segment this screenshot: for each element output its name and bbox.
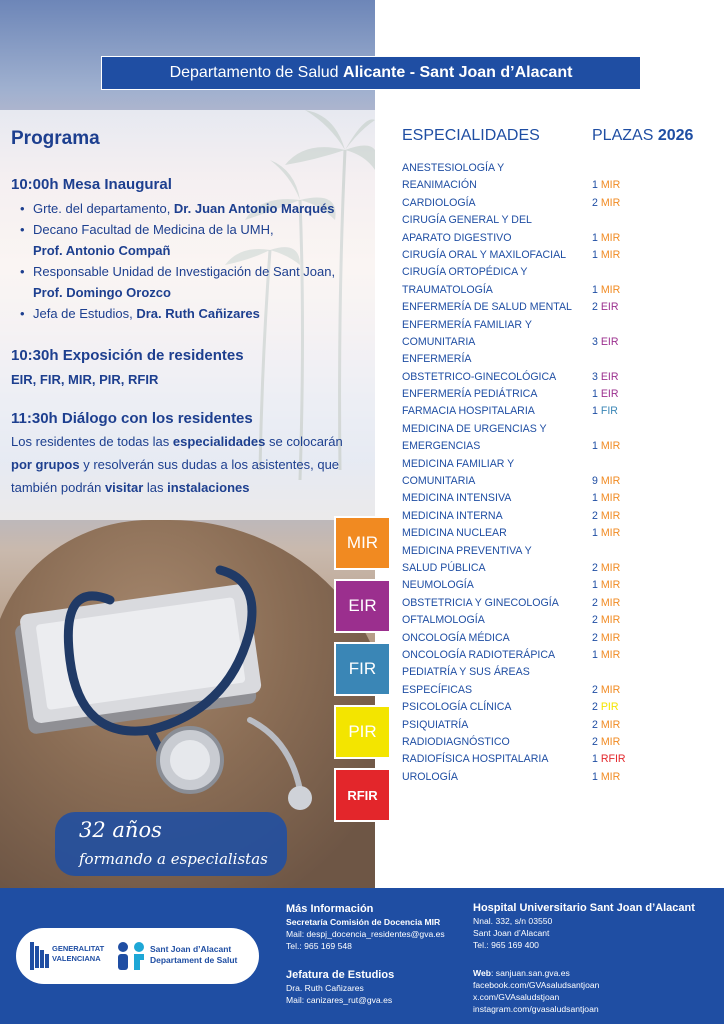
places-type: EIR [600,370,619,383]
table-row [402,403,722,420]
desc-text: también podrán [11,480,105,495]
specialty-places [592,230,620,247]
desc-text: y resolverán sus dudas a los asistentes, que [79,457,340,472]
specialty-name: UROLOGÍA [402,770,458,783]
specialty-places [592,525,620,542]
places-count: 9 [592,475,598,488]
table-row [402,508,722,525]
places-type: MIR [600,527,621,540]
x-link[interactable]: x.com/GVAsaludstjoan [473,992,560,1002]
places-count: 1 [592,440,598,453]
places-count: 2 [592,301,598,314]
table-row [402,699,722,716]
places-count: 2 [592,509,598,522]
list-item [11,303,335,324]
sj-line1: Sant Joan d’Alacant [150,944,232,954]
specialty-name: OFTALMOLOGÍA [402,614,485,627]
list-item [11,261,335,303]
hospital-city: Sant Joan d’Alacant [473,928,550,938]
specialty-name: MEDICINA INTERNA [402,509,503,522]
places-type: MIR [600,475,621,488]
places-type: MIR [600,440,621,453]
places-count: 1 [592,231,598,244]
specialty-name: ENFERMERÍA DE SALUD MENTAL [402,301,572,314]
places-count: 2 [592,718,598,731]
specialties-table [402,160,722,786]
places-count: 2 [592,701,598,714]
hospital-block [473,901,695,951]
bullet-text: Jefa de Estudios, [33,306,137,321]
desc-bold: por grupos [11,457,80,472]
specialty-places [592,490,620,507]
table-row [402,299,722,316]
table-row [402,369,722,386]
anniversary-banner [55,812,287,876]
session1-title: 10:00h Mesa Inaugural [11,176,172,193]
table-row [402,595,722,612]
specialty-name: ENFERMERÍA [402,353,472,366]
table-row [402,543,722,560]
specialty-places [592,299,619,316]
places-type: MIR [600,770,621,783]
specialty-places [592,717,620,734]
session2-title: 10:30h Exposición de residentes [11,347,244,364]
table-row [402,195,722,212]
specialty-name: RADIOFÍSICA HOSPITALARIA [402,753,549,766]
hospital-address: Nnal. 332, s/n 03550 [473,916,553,926]
specialty-name: FARMACIA HOSPITALARIA [402,405,535,418]
session2-subtitle: EIR, FIR, MIR, PIR, RFIR [11,372,159,387]
places-count: 1 [592,753,598,766]
more-info-block [286,902,445,952]
places-type: RFIR [600,753,626,766]
specialty-places [592,177,620,194]
specialty-places [592,769,620,786]
facebook-link[interactable]: facebook.com/GVAsaludsantjoan [473,980,600,990]
list-item [11,198,335,219]
places-type: MIR [600,231,621,244]
desc-text: Los residentes de todas las [11,434,173,449]
places-count: 1 [592,770,598,783]
places-count: 1 [592,492,598,505]
places-type: MIR [600,579,621,592]
studies-head-block [286,968,394,1006]
more-info-office: Secretaría Comisión de Docencia MIR [286,917,441,927]
table-row [402,577,722,594]
generalitat-wordmark [52,944,104,964]
bullet-name: Prof. Domingo Orozco [33,285,171,300]
specialty-places [592,195,620,212]
specialties-header: ESPECIALIDADES [402,127,540,144]
bullet-name: Prof. Antonio Compañ [33,243,171,258]
bullet-name: Dr. Juan Antonio Marqués [173,201,335,216]
places-count: 1 [592,579,598,592]
sant-joan-logo-icon [116,940,146,972]
specialty-places [592,595,620,612]
specialty-name: ENFERMERÍA FAMILIAR Y [402,318,532,331]
specialty-name: MEDICINA INTENSIVA [402,492,512,505]
footer [0,888,724,1024]
table-row [402,769,722,786]
specialty-name: OBSTETRICO-GINECOLÓGICA [402,370,557,383]
specialty-places [592,577,620,594]
instagram-link[interactable]: instagram.com/gvasaludsantjoan [473,1004,599,1014]
places-type: MIR [600,631,621,644]
places-count: 1 [592,405,598,418]
places-count: 2 [592,561,598,574]
places-type: MIR [600,735,621,748]
places-count: 3 [592,370,598,383]
places-count: 1 [592,648,598,661]
header-department: Alicante - Sant Joan d’Alacant [343,64,573,81]
table-row [402,386,722,403]
table-row [402,264,722,281]
places-type: MIR [600,509,621,522]
specialty-name: CIRUGÍA GENERAL Y DEL [402,214,532,227]
stethoscope-image [0,540,375,840]
table-row [402,456,722,473]
session3-title: 11:30h Diálogo con los residentes [11,410,253,427]
desc-bold: especialidades [172,434,266,449]
places-type: MIR [600,196,621,209]
places-count: 2 [592,614,598,627]
table-row [402,230,722,247]
studies-head-name: Dra. Ruth Cañizares [286,983,364,993]
specialty-places [592,386,619,403]
table-row [402,682,722,699]
specialty-places [592,560,620,577]
table-row [402,212,722,229]
anniversary-years: 32 años [79,818,162,842]
table-row [402,421,722,438]
specialty-places [592,751,626,768]
specialty-name: COMUNITARIA [402,475,476,488]
table-row [402,247,722,264]
specialty-name: ESPECÍFICAS [402,683,473,696]
places-type: EIR [600,335,619,348]
plazas-year: 2026 [657,127,694,144]
specialty-places [592,734,620,751]
places-type: EIR [600,388,619,401]
bullet-text: Responsable Unidad de Investigación de Sant Joan, [33,264,336,279]
places-type: MIR [600,648,621,661]
table-row [402,160,722,177]
places-type: EIR [600,301,619,314]
plazas-label: PLAZAS [592,127,658,144]
bullet-name: Dra. Ruth Cañizares [136,306,260,321]
specialty-name: MEDICINA DE URGENCIAS Y [402,422,547,435]
specialty-name: MEDICINA NUCLEAR [402,527,507,540]
places-count: 2 [592,683,598,696]
places-type: FIR [600,405,618,418]
specialty-name: ENFERMERÍA PEDIÁTRICA [402,388,538,401]
table-row [402,612,722,629]
specialty-name: REANIMACIÓN [402,179,477,192]
specialty-name: OBSTETRICIA Y GINECOLOGÍA [402,596,559,609]
specialty-places [592,699,619,716]
places-type: PIR [600,701,619,714]
more-info-phone: Tel.: 965 169 548 [286,941,352,951]
table-row [402,717,722,734]
badge-mir: MIR [334,516,391,570]
specialty-name: ONCOLOGÍA MÉDICA [402,631,510,644]
studies-head-title: Jefatura de Estudios [286,969,395,981]
desc-bold: visitar [104,480,144,495]
specialty-name: PSICOLOGÍA CLÍNICA [402,701,512,714]
specialty-name: COMUNITARIA [402,335,476,348]
places-type: MIR [600,283,621,296]
list-item [11,219,335,261]
specialty-name: PEDIATRÍA Y SUS ÁREAS [402,666,530,679]
table-row [402,334,722,351]
table-row [402,560,722,577]
badge-fir: FIR [334,642,391,696]
web-link[interactable]: : sanjuan.san.gva.es [491,968,570,978]
specialty-name: CIRUGÍA ORTOPÉDICA Y [402,266,528,279]
places-type: MIR [600,614,621,627]
specialty-name: MEDICINA FAMILIAR Y [402,457,515,470]
places-count: 1 [592,283,598,296]
places-count: 2 [592,596,598,609]
places-type: MIR [600,683,621,696]
places-count: 2 [592,631,598,644]
specialty-name: ANESTESIOLOGÍA Y [402,162,505,174]
specialty-name: EMERGENCIAS [402,440,481,453]
specialty-name: NEUMOLOGÍA [402,579,474,592]
places-count: 1 [592,388,598,401]
table-row [402,525,722,542]
specialty-name: ONCOLOGÍA RADIOTERÁPICA [402,648,556,661]
specialty-name: APARATO DIGESTIVO [402,231,512,244]
table-row [402,282,722,299]
gva-line2: VALENCIANA [52,954,101,963]
badge-rfir: RFIR [334,768,391,822]
table-row [402,647,722,664]
table-row [402,177,722,194]
table-row [402,630,722,647]
gva-line1: GENERALITAT [52,944,105,953]
specialty-name: SALUD PÚBLICA [402,561,486,574]
specialty-name: TRAUMATOLOGÍA [402,283,493,296]
hospital-phone: Tel.: 965 169 400 [473,940,539,950]
places-type: MIR [600,561,621,574]
specialty-places [592,473,620,490]
specialty-name: MEDICINA PREVENTIVA Y [402,544,532,557]
table-row [402,734,722,751]
table-row [402,351,722,368]
specialty-name: RADIODIAGNÓSTICO [402,735,510,748]
table-row [402,751,722,768]
table-row [402,490,722,507]
specialty-places [592,438,620,455]
generalitat-logo-icon [30,942,50,970]
web-block [473,967,599,1015]
header-banner [101,56,641,90]
places-count: 1 [592,248,598,261]
places-type: MIR [600,718,621,731]
bullet-text: Decano Facultad de Medicina de la UMH, [33,222,274,237]
specialty-places [592,334,619,351]
places-type: MIR [600,492,621,505]
specialty-places [592,647,620,664]
specialty-places [592,682,620,699]
studies-head-mail: Mail: canizares_rut@gva.es [286,995,393,1005]
sj-line2: Departament de Salut [150,955,238,965]
web-label: Web [473,968,491,978]
specialty-name: PSIQUIATRÍA [402,718,469,731]
session1-list [11,198,335,324]
plazas-header [592,127,693,145]
program-title: Programa [11,128,100,149]
specialty-places [592,508,620,525]
session3-description [11,430,343,499]
specialty-places [592,403,618,420]
more-info-title: Más Información [286,903,374,915]
places-type: MIR [600,179,621,192]
anniversary-tagline: formando a especialistas [79,850,268,868]
table-row [402,664,722,681]
desc-bold: instalaciones [167,480,250,495]
header-prefix: Departamento de Salud [169,64,344,81]
badge-pir: PIR [334,705,391,759]
places-count: 2 [592,196,598,209]
desc-text: se colocarán [265,434,343,449]
badge-eir: EIR [334,579,391,633]
specialty-places [592,247,620,264]
sant-joan-wordmark [150,944,237,966]
specialty-places [592,612,620,629]
bullet-text: Grte. del departamento, [33,201,174,216]
places-type: MIR [600,248,621,261]
specialty-places [592,282,620,299]
table-row [402,317,722,334]
specialty-name: CIRUGÍA ORAL Y MAXILOFACIAL [402,248,567,261]
places-type: MIR [600,596,621,609]
table-row [402,473,722,490]
logos-box [16,928,259,984]
places-count: 2 [592,735,598,748]
hospital-title: Hospital Universitario Sant Joan d’Alacant [473,902,695,914]
table-row [402,438,722,455]
specialty-places [592,369,619,386]
more-info-mail: Mail: despj_docencia_residentes@gva.es [286,929,445,939]
specialty-places [592,630,620,647]
places-count: 1 [592,527,598,540]
places-count: 3 [592,335,598,348]
desc-text: las [143,480,168,495]
specialty-name: CARDIOLOGÍA [402,196,476,209]
places-count: 1 [592,179,598,192]
